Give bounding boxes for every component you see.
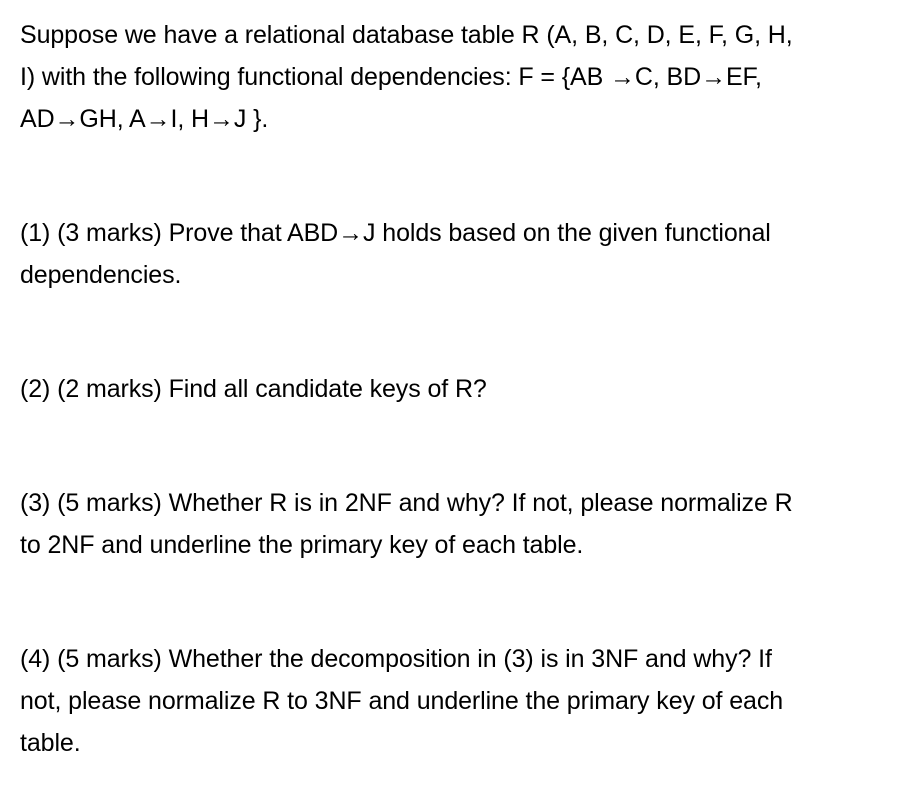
statement-line: AD→GH, A→I, H→J }.	[20, 105, 269, 133]
statement-line: Suppose we have a relational database table R (A, B, C, D, E, F, G, H,	[20, 21, 793, 49]
statement-line: I) with the following functional dependencies: F = {AB →C, BD→EF,	[20, 63, 762, 91]
question-line: table.	[20, 729, 81, 757]
question-line: dependencies.	[20, 261, 182, 289]
question-line: (4) (5 marks) Whether the decomposition in (3) is in 3NF and why? If	[20, 645, 772, 673]
question-line: to 2NF and underline the primary key of each table.	[20, 531, 584, 559]
question-1	[20, 212, 900, 296]
question-line: not, please normalize R to 3NF and underline the primary key of each	[20, 687, 784, 715]
question-3	[20, 482, 900, 566]
question-4	[20, 638, 900, 764]
question-line: (3) (5 marks) Whether R is in 2NF and why? If not, please normalize R	[20, 489, 793, 517]
problem-statement	[20, 14, 900, 140]
question-line: (2) (2 marks) Find all candidate keys of R?	[20, 375, 487, 403]
question-2	[20, 368, 900, 410]
document-body	[20, 14, 900, 764]
question-line: (1) (3 marks) Prove that ABD→J holds based on the given functional	[20, 219, 771, 247]
